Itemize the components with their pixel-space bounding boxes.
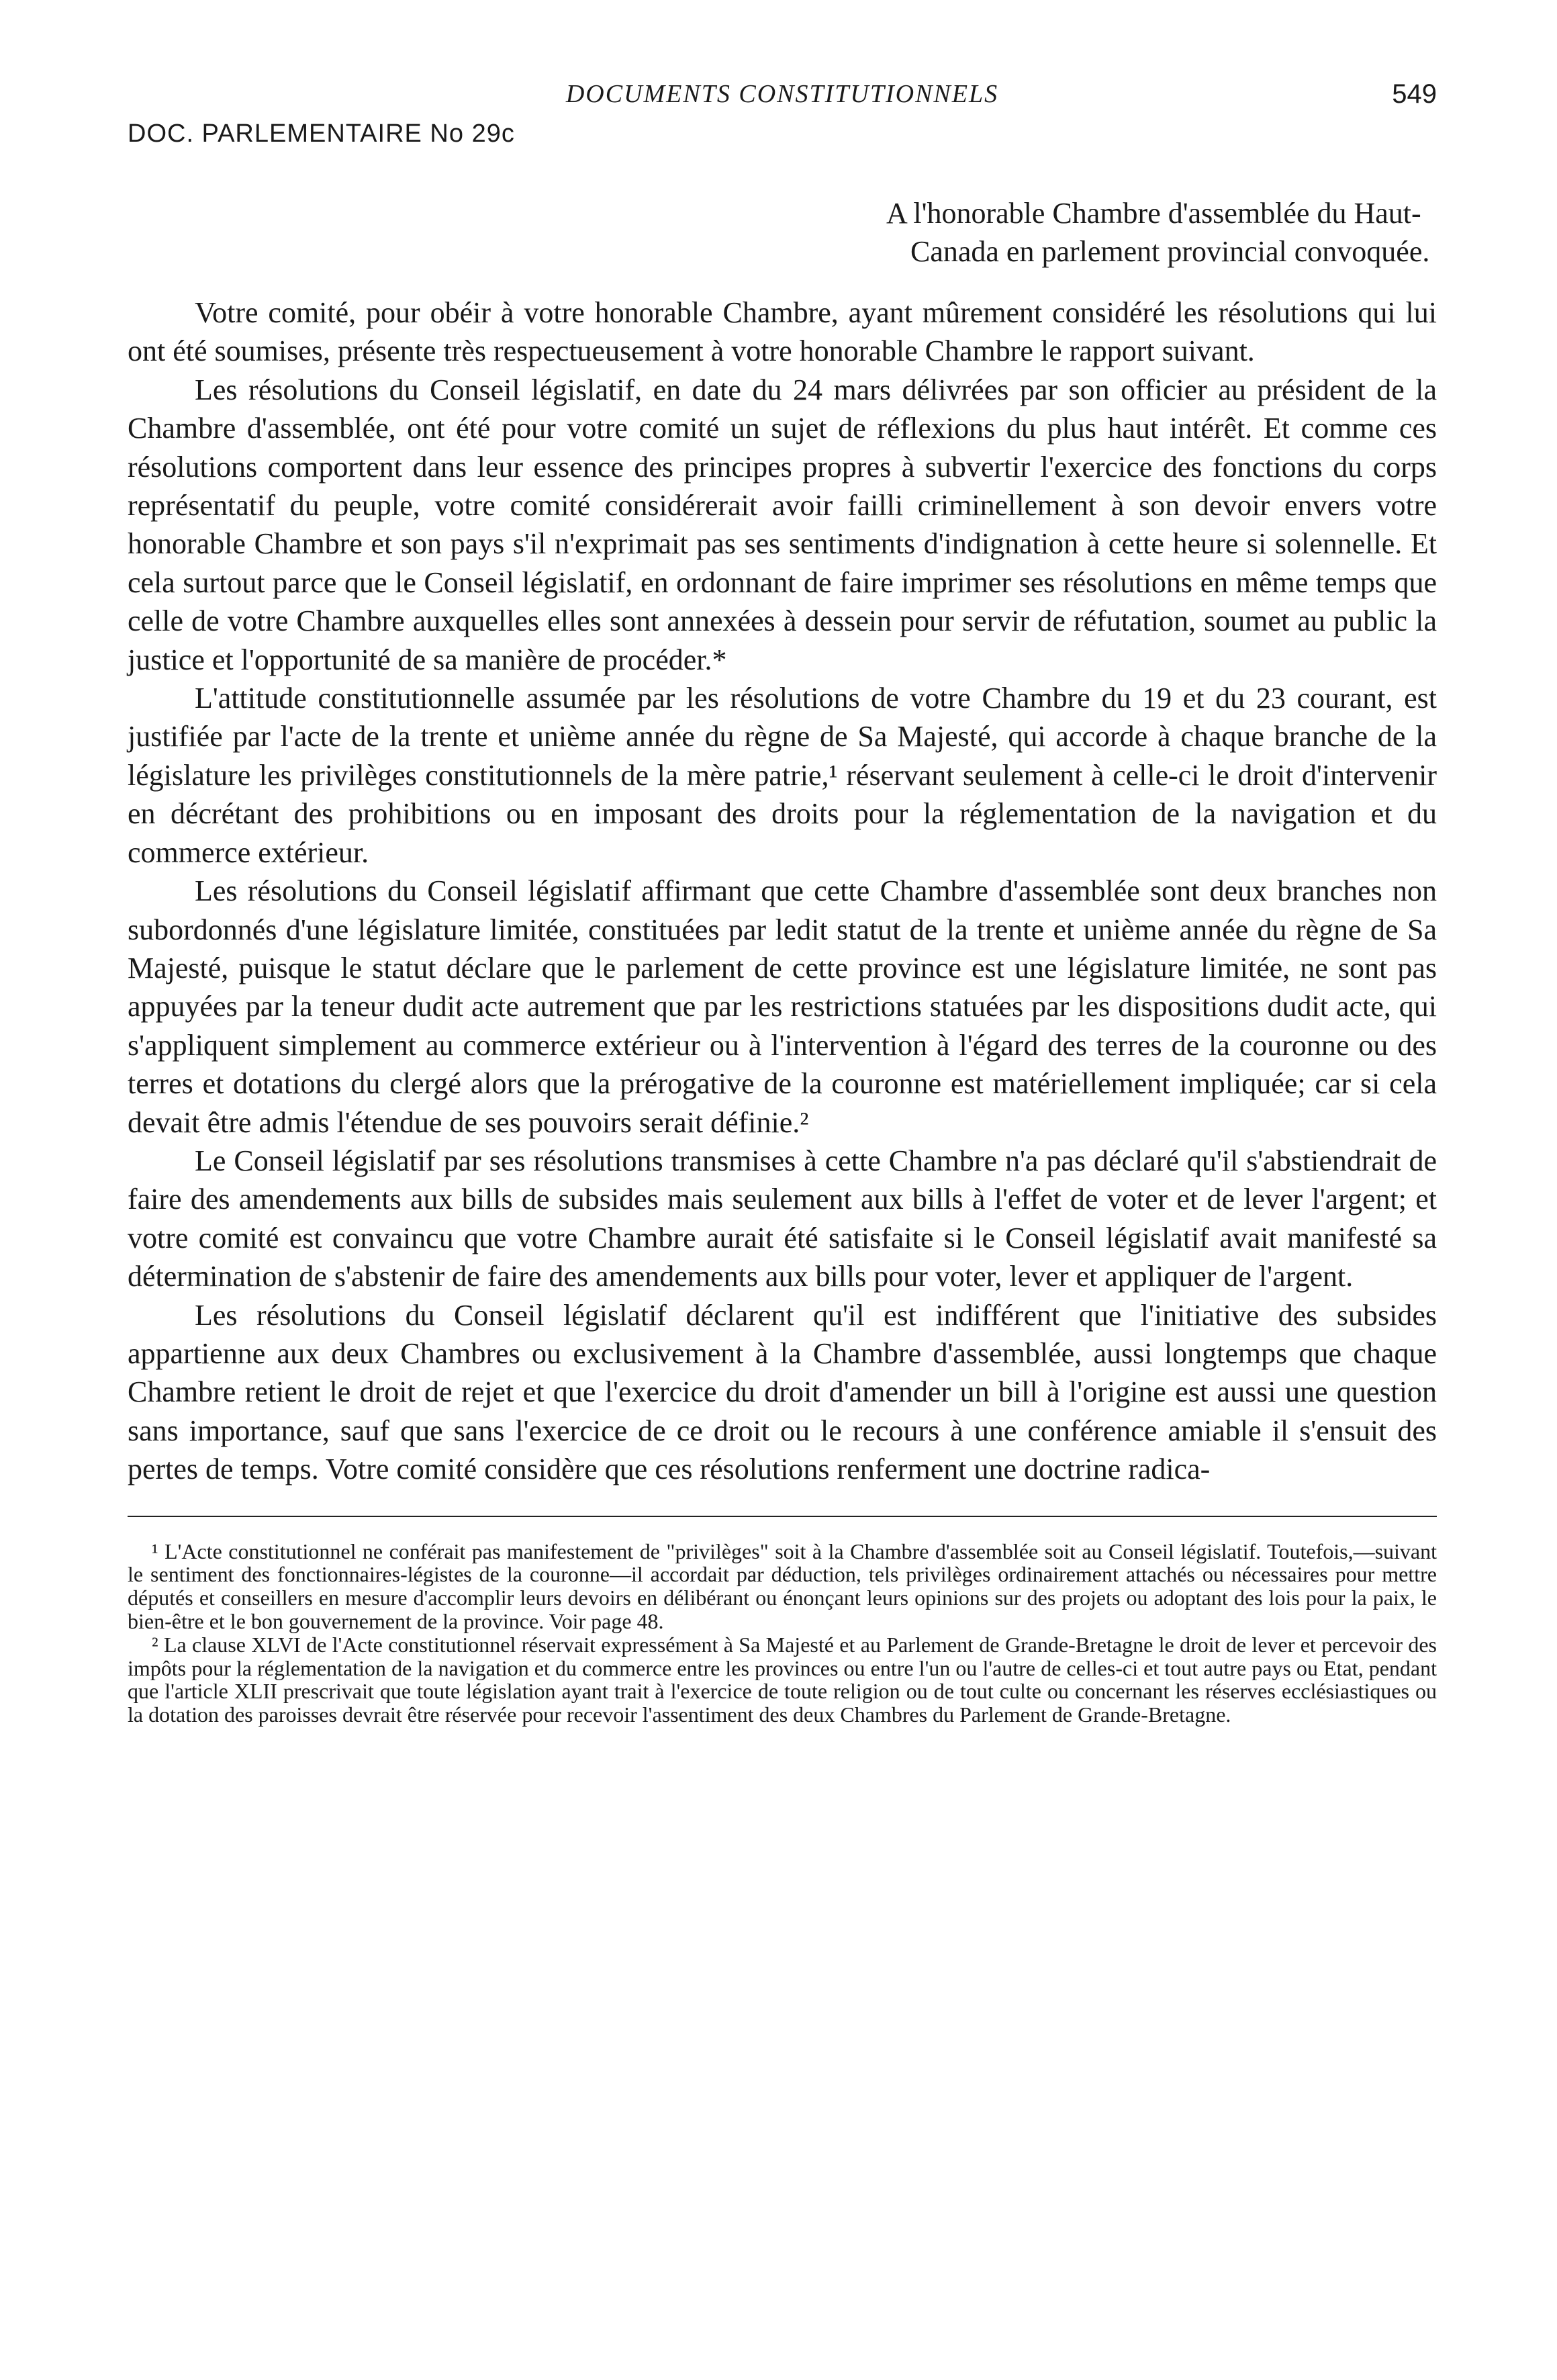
footnote-divider xyxy=(128,1516,1437,1517)
running-title: DOCUMENTS CONSTITUTIONNELS xyxy=(565,80,999,108)
paragraph: Les résolutions du Conseil législatif affirmant que cette Chambre d'assemblée sont deux branches non subordonnés d'une législature limitée, constituées par ledit statut de la trente et unième année du règne de Sa Majesté, puisque le statut déclare que le parlement de cette province est une législature limitée, ne sont pas appuyées par la teneur dudit acte autrement que par les restrictions statuées par les dispositions dudit acte, qui s'appliquent simplement au commerce extérieur ou à l'intervention à l'égard des terres de la couronne ou des terres et dotations du clergé alors que la prérogative de la couronne est matériellement impliquée; car si cela devait être admis l'étendue de ses pouvoirs serait définie.² xyxy=(128,874,1437,1139)
paragraph: Les résolutions du Conseil législatif déclarent qu'il est indifférent que l'initiative des subsides appartienne aux deux Chambres ou exclusivement à la Chambre d'assemblée, aussi longtemps que chaque Chambre retient le droit de rejet et que l'exercice du droit d'amender un bill à l'origine est aussi une question sans importance, sauf que sans l'exercice de ce droit ou le recours à une conférence amiable il s'ensuit des pertes de temps. Votre comité considère que ces résolutions renferment une doctrine radica- xyxy=(128,1298,1437,1486)
document-reference: DOC. PARLEMENTAIRE No 29c xyxy=(128,120,515,148)
paragraph: L'attitude constitutionnelle assumée par les résolutions de votre Chambre du 19 et du 23 courant, est justifiée par l'acte de la trente et unième année du règne de Sa Majesté, qui accorde à chaque branche de la législature les privilèges constitutionnels de la mère patrie,¹ réservant seulement à celle-ci le droit d'intervenir en décrétant des prohibitions ou en imposant des droits pour la réglementation de la navigation et du commerce extérieur. xyxy=(128,682,1437,869)
document-page xyxy=(128,79,1437,1727)
footnotes xyxy=(128,1540,1437,1727)
paragraph: Votre comité, pour obéir à votre honorable Chambre, ayant mûrement considéré les résolutions qui lui ont été soumises, présente très respectueusement à votre honorable Chambre le rapport suivant. xyxy=(128,296,1437,368)
paragraph: Le Conseil législatif par ses résolutions transmises à cette Chambre n'a pas déclaré qu'il s'abstiendrait de faire des amendements aux bills de subsides mais seulement aux bills à l'effet de voter et de lever l'argent; et votre comité est convaincu que votre Chambre aurait été satisfaite si le Conseil législatif avait manifesté sa détermination de s'abstenir de faire des amendements aux bills pour voter, lever et appliquer de l'argent. xyxy=(128,1144,1437,1293)
footnote: ² La clause XLVI de l'Acte constitutionnel réservait expressément à Sa Majesté et au Parlement de Grande-Bretagne le droit de lever et percevoir des impôts pour la réglementation de la navigation et du commerce entre les provinces ou entre l'un ou l'autre de celles-ci et tout autre pays ou Etat, pendant que l'article XLII prescrivait que toute législation ayant trait à l'exercice de toute religion ou de tout culte ou concernant les réserves ecclésiastiques ou la dotation des paroisses devrait être réservée pour recevoir l'assentiment des deux Chambres du Parlement de Grande-Bretagne. xyxy=(128,1632,1437,1727)
body-text xyxy=(128,293,1437,1489)
page-number: 549 xyxy=(1392,79,1437,109)
page-header xyxy=(128,79,1437,120)
paragraph: Les résolutions du Conseil législatif, en date du 24 mars délivrées par son officier au président de la Chambre d'assemblée, ont été pour votre comité un sujet de réflexions du plus haut intérêt. Et comme ces résolutions comportent dans leur essence des principes propres à subvertir l'exercice des fonctions du corps représentatif du peuple, votre comité considérerait avoir failli criminellement à son devoir envers votre honorable Chambre et son pays s'il n'exprimait pas ses sentiments d'indignation à cette heure si solennelle. Et cela surtout parce que le Conseil législatif, en ordonnant de faire imprimer ses résolutions en même temps que celle de votre Chambre auxquelles elles sont annexées à dessein pour servir de réfutation, soumet au public la justice et l'opportunité de sa manière de procéder.* xyxy=(128,373,1437,676)
footnote: ¹ L'Acte constitutionnel ne conférait pas manifestement de "privilèges" soit à la Chambre d'assemblée soit au Conseil législatif. Toutefois,—suivant le sentiment des fonctionnaires-légistes de la couronne—il accordait par déduction, tels privilèges ordinairement attachés ou nécessaires pour mettre députés et conseillers en mesure d'accomplir leurs devoirs en délibérant ou énonçant leurs opinions sur des projets ou adoptant des lois pour la paix, le bien-être et le bon gouvernement de la province. Voir page 48. xyxy=(128,1539,1437,1633)
address-block: A l'honorable Chambre d'assemblée du Haut-Canada en parlement provincial convoquée. xyxy=(886,197,1430,268)
